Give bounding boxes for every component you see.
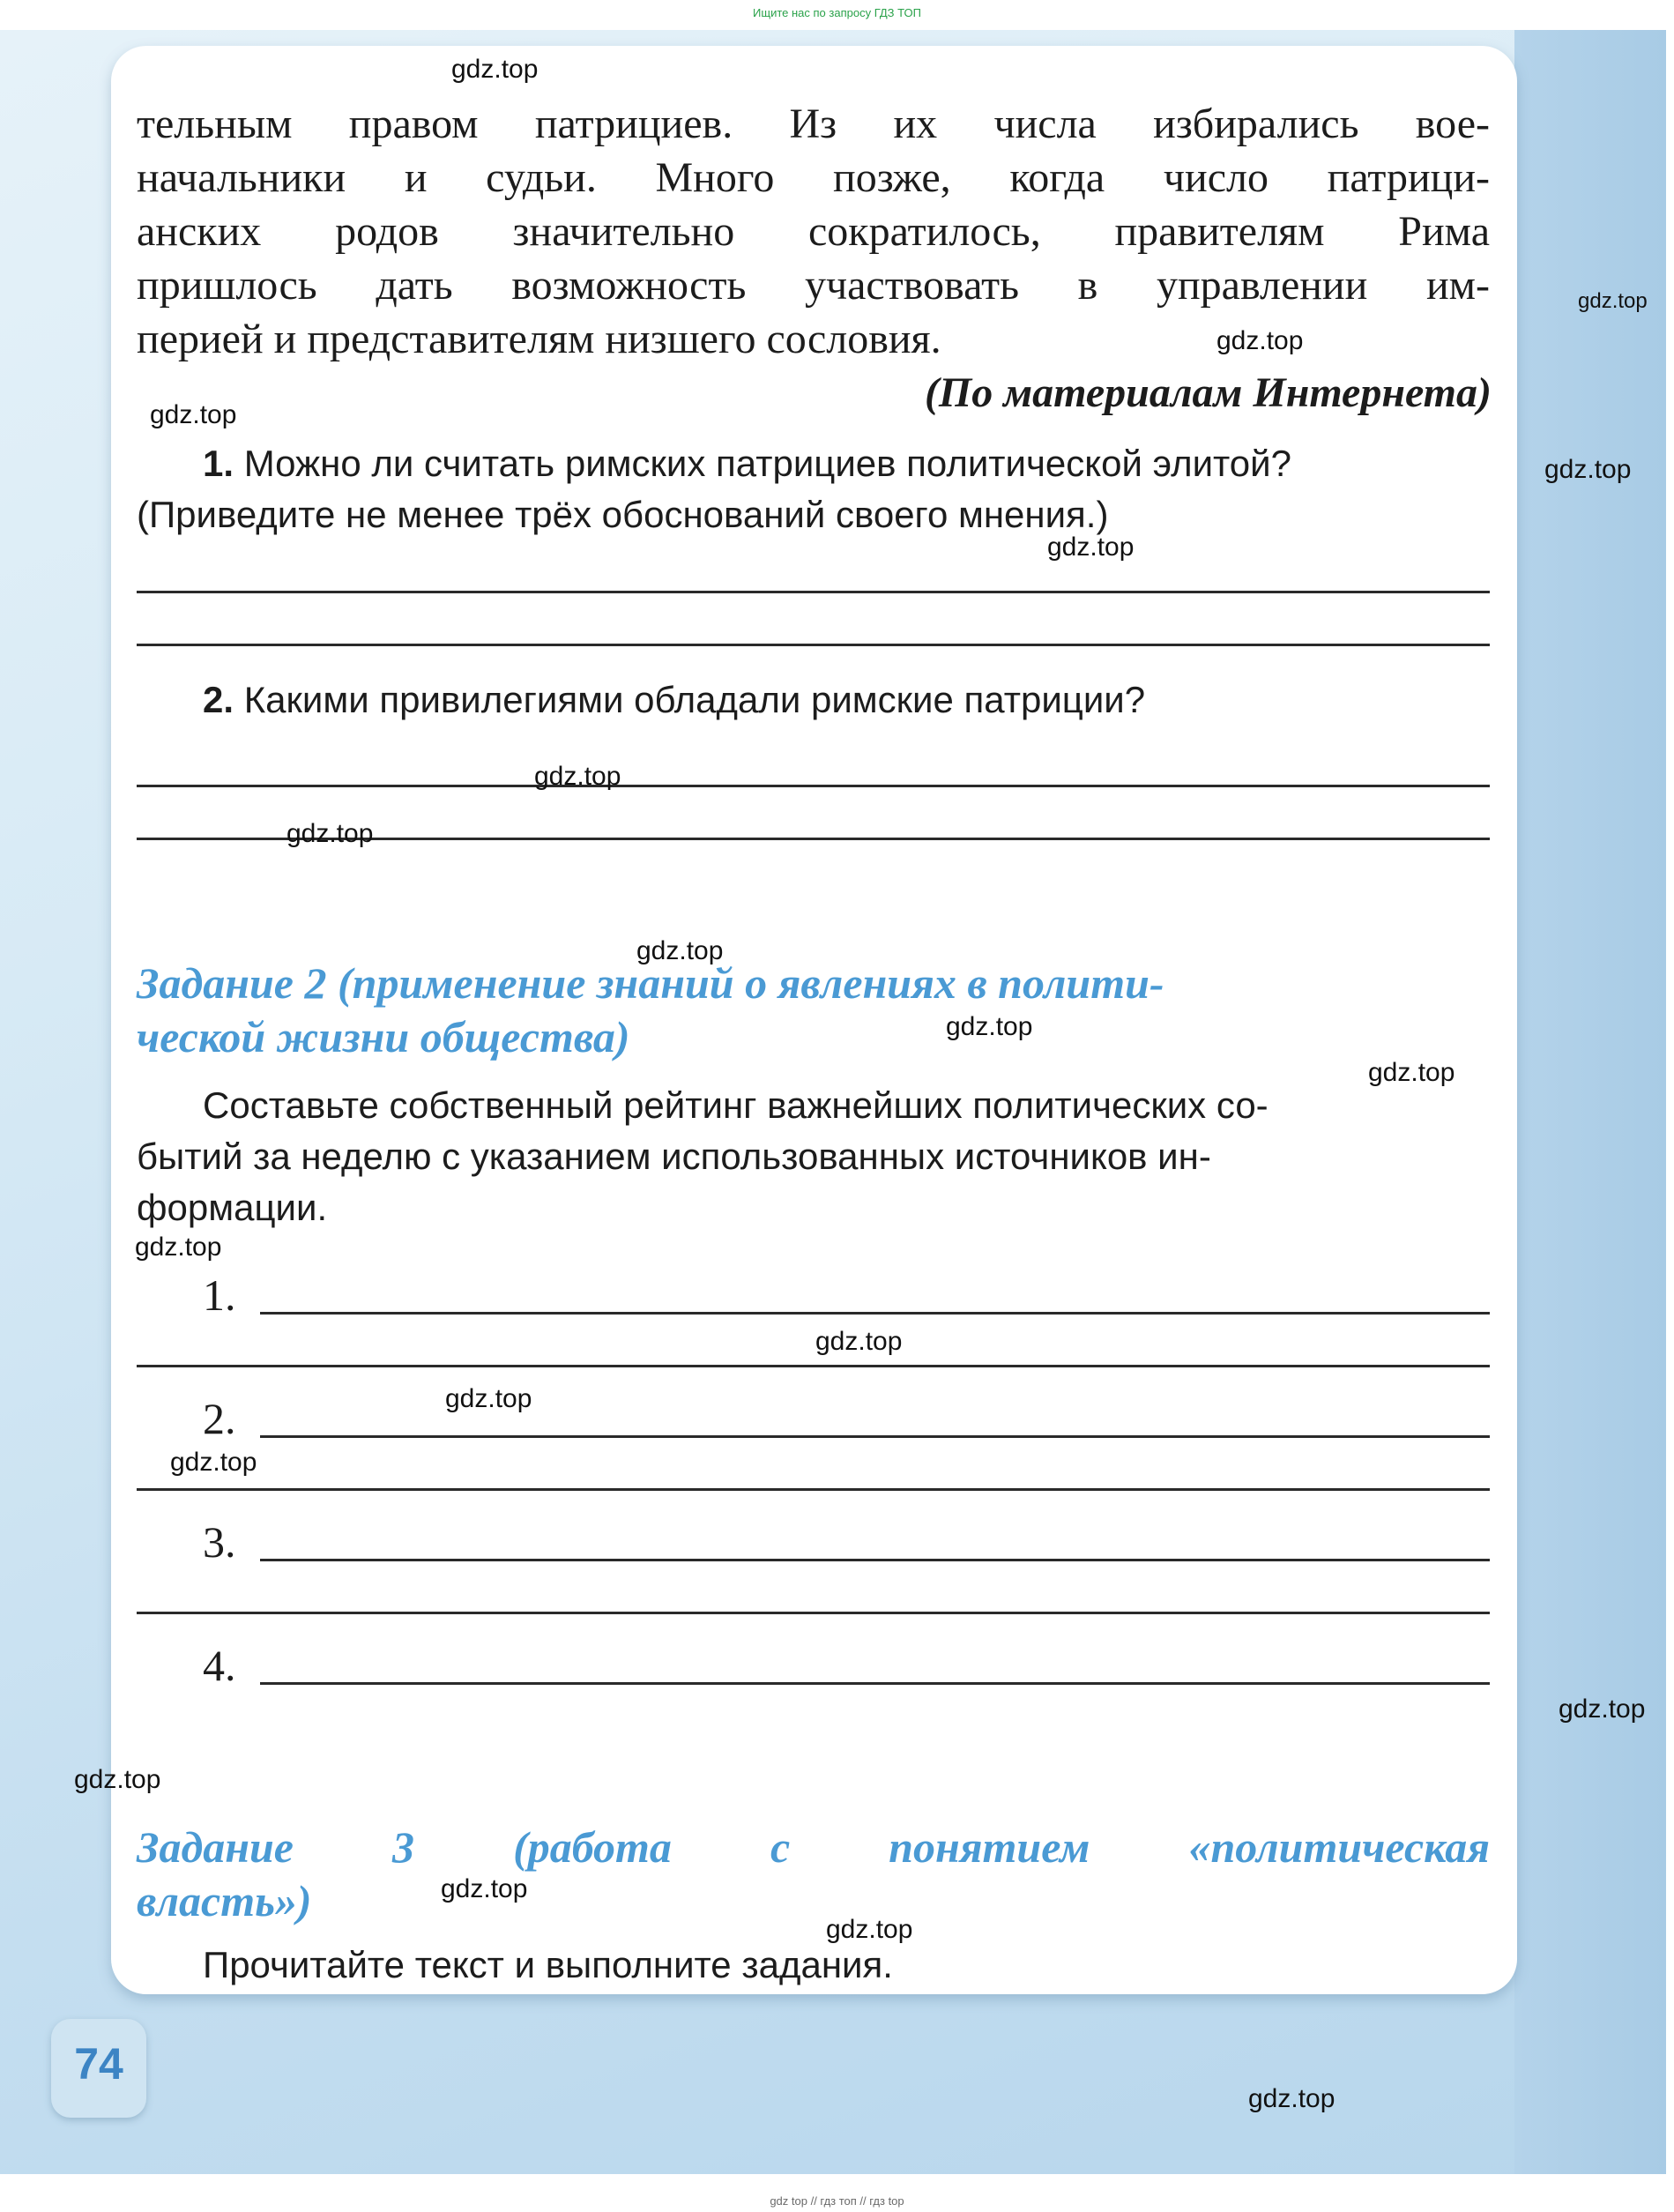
page-number: 74 <box>74 2039 123 2089</box>
source-citation: (По материалам Интернета) <box>924 369 1492 416</box>
question-2-number: 2. <box>203 679 234 720</box>
answer-line <box>137 1488 1490 1491</box>
watermark: gdz.top <box>1216 326 1304 355</box>
footer-text: gdz top // гдз топ // гдз top <box>770 2194 904 2208</box>
text-line-1: тельным правом патрициев. Из их числа избирались вое- <box>137 101 1490 147</box>
rating-item-2-number: 2. <box>203 1394 236 1443</box>
watermark: gdz.top <box>826 1915 913 1944</box>
watermark: gdz.top <box>815 1327 903 1356</box>
question-1-note: (Приведите не менее трёх обоснований своего мнения.) <box>137 494 1109 535</box>
footer-bar <box>0 2190 1674 2212</box>
watermark: gdz.top <box>1047 533 1135 562</box>
task-2-heading-line-2: ческой жизни общества) <box>137 1012 630 1061</box>
page-edge <box>1514 30 1666 2174</box>
watermark: gdz.top <box>286 819 374 848</box>
rating-item-4-line <box>260 1682 1490 1685</box>
answer-line <box>137 785 1490 787</box>
answer-line <box>137 1612 1490 1614</box>
watermark: gdz.top <box>135 1233 222 1262</box>
watermark: gdz.top <box>1578 289 1648 313</box>
watermark: gdz.top <box>441 1874 528 1903</box>
text-line-2: начальники и судьи. Много позже, когда число патрици- <box>137 154 1490 201</box>
search-hint: Ищите нас по запросу ГДЗ ТОП <box>753 6 921 19</box>
rating-item-3-number: 3. <box>203 1517 236 1567</box>
rating-item-1-number: 1. <box>203 1270 236 1320</box>
rating-item-2-line <box>260 1435 1490 1438</box>
text-line-3: анских родов значительно сократилось, правителям Рима <box>137 208 1490 255</box>
question-2-text: Какими привилегиями обладали римские патриции? <box>243 679 1146 720</box>
watermark: gdz.top <box>74 1765 161 1794</box>
watermark: gdz.top <box>445 1384 532 1413</box>
watermark: gdz.top <box>451 55 539 84</box>
watermark: gdz.top <box>534 762 621 791</box>
rating-item-3-line <box>260 1559 1490 1561</box>
watermark: gdz.top <box>946 1012 1033 1041</box>
watermark: gdz.top <box>170 1448 257 1477</box>
rating-item-1-line <box>260 1312 1490 1315</box>
watermark: gdz.top <box>1544 455 1632 484</box>
question-1-text: Можно ли считать римских патрициев политической элитой? <box>243 443 1291 484</box>
watermark: gdz.top <box>1368 1058 1455 1087</box>
task-2-text-line-1: Составьте собственный рейтинг важнейших политических со- <box>203 1084 1269 1126</box>
watermark: gdz.top <box>636 936 724 965</box>
answer-line <box>137 1365 1490 1367</box>
question-1 <box>203 443 1291 485</box>
task-2-text-line-3: формации. <box>137 1187 328 1228</box>
question-2 <box>203 679 1145 721</box>
search-hint-bar <box>0 0 1674 26</box>
task-3-text: Прочитайте текст и выполните задания. <box>203 1944 893 1985</box>
answer-line <box>137 644 1490 646</box>
question-1-number: 1. <box>203 443 234 484</box>
task-2-heading-line-1: Задание 2 (применение знаний о явлениях в полити- <box>137 958 1164 1008</box>
watermark: gdz.top <box>1559 1694 1646 1724</box>
watermark: gdz.top <box>150 400 237 429</box>
answer-line <box>137 591 1490 593</box>
text-line-5: перией и представителям низшего сословия. <box>137 316 941 362</box>
watermark: gdz.top <box>1248 2084 1335 2113</box>
task-2-text-line-2: бытий за неделю с указанием использованных источников ин- <box>137 1136 1211 1177</box>
rating-item-4-number: 4. <box>203 1641 236 1690</box>
text-line-4: пришлось дать возможность участвовать в управлении им- <box>137 262 1490 309</box>
task-3-heading-line-1: Задание 3 (работа с понятием «политическая <box>137 1822 1490 1872</box>
task-3-heading-line-2: власть») <box>137 1876 312 1925</box>
